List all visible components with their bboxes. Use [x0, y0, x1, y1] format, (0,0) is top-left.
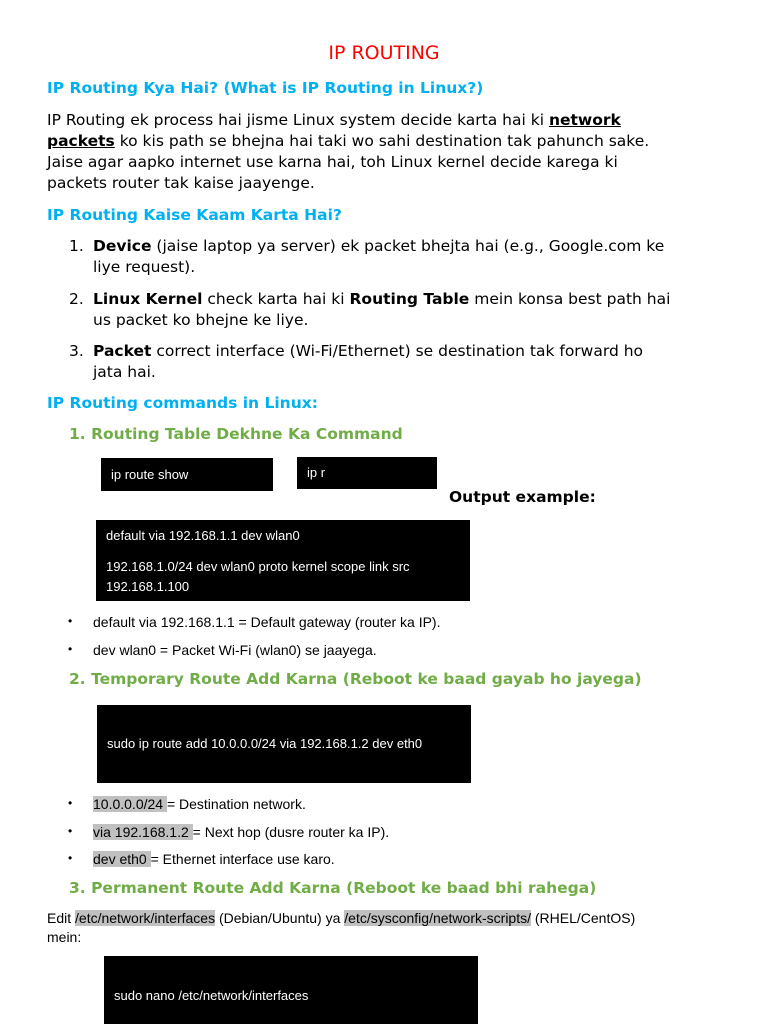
packets-bold: packets [47, 132, 115, 150]
edit-instruction [47, 909, 737, 947]
list-text: check karta hai ki [202, 290, 350, 308]
highlighted-code: dev eth0 [93, 851, 151, 867]
intro-text: IP Routing ek process hai jisme Linux system decide karta hai ki [47, 111, 549, 129]
list-number: 3. [69, 342, 84, 360]
intro-line-1 [47, 110, 737, 131]
list-text: jata hai. [93, 363, 156, 381]
highlighted-path: /etc/network/interfaces [75, 910, 216, 926]
list-item [69, 341, 749, 385]
command-box-temporary-route[interactable] [97, 705, 471, 783]
bullet-icon: • [68, 796, 73, 810]
list-number: 2. [69, 290, 84, 308]
output-line: 192.168.1.0/24 dev wlan0 proto kernel scope link src [106, 559, 410, 574]
list-text: correct interface (Wi-Fi/Ethernet) se destination tak forward ho [151, 342, 644, 360]
subheading-permanent-route: 3. Permanent Route Add Karna (Reboot ke baad bhi rahega) [69, 879, 597, 897]
list-text: liye request). [93, 258, 196, 276]
page-title: IP ROUTING [328, 42, 440, 64]
list-number: 1. [69, 237, 84, 255]
bullet-text: = Destination network. [166, 796, 306, 812]
command-box-nano[interactable] [104, 956, 478, 1024]
bullet-icon: • [68, 642, 73, 656]
output-line: 192.168.1.100 [106, 579, 190, 594]
bullet-icon: • [68, 824, 73, 838]
intro-line-2 [47, 131, 737, 152]
output-line: default via 192.168.1.1 dev wlan0 [106, 528, 300, 543]
intro-text: ko kis path se bhejna hai taki wo sahi destination tak pahunch sake. [114, 132, 650, 150]
bullet-text: default via 192.168.1.1 = Default gateway (router ka IP). [93, 614, 441, 630]
intro-line-4: packets router tak kaise jaayenge. [47, 174, 315, 192]
output-example-label: Output example: [449, 488, 596, 506]
heading-commands: IP Routing commands in Linux: [47, 394, 318, 412]
highlighted-code: 10.0.0.0/24 [93, 796, 167, 812]
bullet-text: = Ethernet interface use karo. [150, 851, 335, 867]
intro-line-3: Jaise agar aapko internet use karna hai, toh Linux kernel decide karega ki [47, 153, 618, 171]
intro-paragraph [47, 110, 737, 194]
list-item [69, 289, 749, 333]
list-text: mein konsa best path hai [469, 290, 671, 308]
heading-how-it-works: IP Routing Kaise Kaam Karta Hai? [47, 206, 342, 224]
output-box[interactable] [96, 520, 470, 601]
edit-text: (Debian/Ubuntu) ya [215, 910, 345, 926]
edit-text: (RHEL/CentOS) [531, 910, 636, 926]
bullet-icon: • [68, 851, 73, 865]
command-text: ip r [307, 465, 326, 480]
edit-text: mein: [47, 929, 82, 945]
list-bold: Routing Table [349, 290, 470, 308]
bullet-text: dev wlan0 = Packet Wi-Fi (wlan0) se jaayega. [93, 642, 377, 658]
command-text: sudo nano /etc/network/interfaces [114, 988, 309, 1003]
list-text: (jaise laptop ya server) ek packet bhejta hai (e.g., Google.com ke [151, 237, 665, 255]
list-bold: Device [93, 237, 152, 255]
command-box-ip-route-show[interactable] [101, 458, 273, 491]
edit-text: Edit [47, 910, 76, 926]
bullet-text: = Next hop (dusre router ka IP). [192, 824, 390, 840]
network-packets-bold: network [548, 111, 621, 129]
command-text: ip route show [111, 467, 189, 482]
subheading-routing-table: 1. Routing Table Dekhne Ka Command [69, 425, 403, 443]
highlighted-path: /etc/sysconfig/network-scripts/ [344, 910, 531, 926]
bullet-icon: • [68, 614, 73, 628]
command-text: sudo ip route add 10.0.0.0/24 via 192.168.1.2 dev eth0 [107, 736, 423, 751]
list-text: us packet ko bhejne ke liye. [93, 311, 309, 329]
list-bold: Packet [93, 342, 152, 360]
highlighted-code: via 192.168.1.2 [93, 824, 193, 840]
subheading-temporary-route: 2. Temporary Route Add Karna (Reboot ke baad gayab ho jayega) [69, 670, 642, 688]
command-box-ip-r[interactable] [297, 457, 437, 489]
heading-what-is-ip-routing: IP Routing Kya Hai? (What is IP Routing in Linux?) [47, 79, 484, 97]
list-item [69, 236, 749, 280]
list-bold: Linux Kernel [93, 290, 203, 308]
